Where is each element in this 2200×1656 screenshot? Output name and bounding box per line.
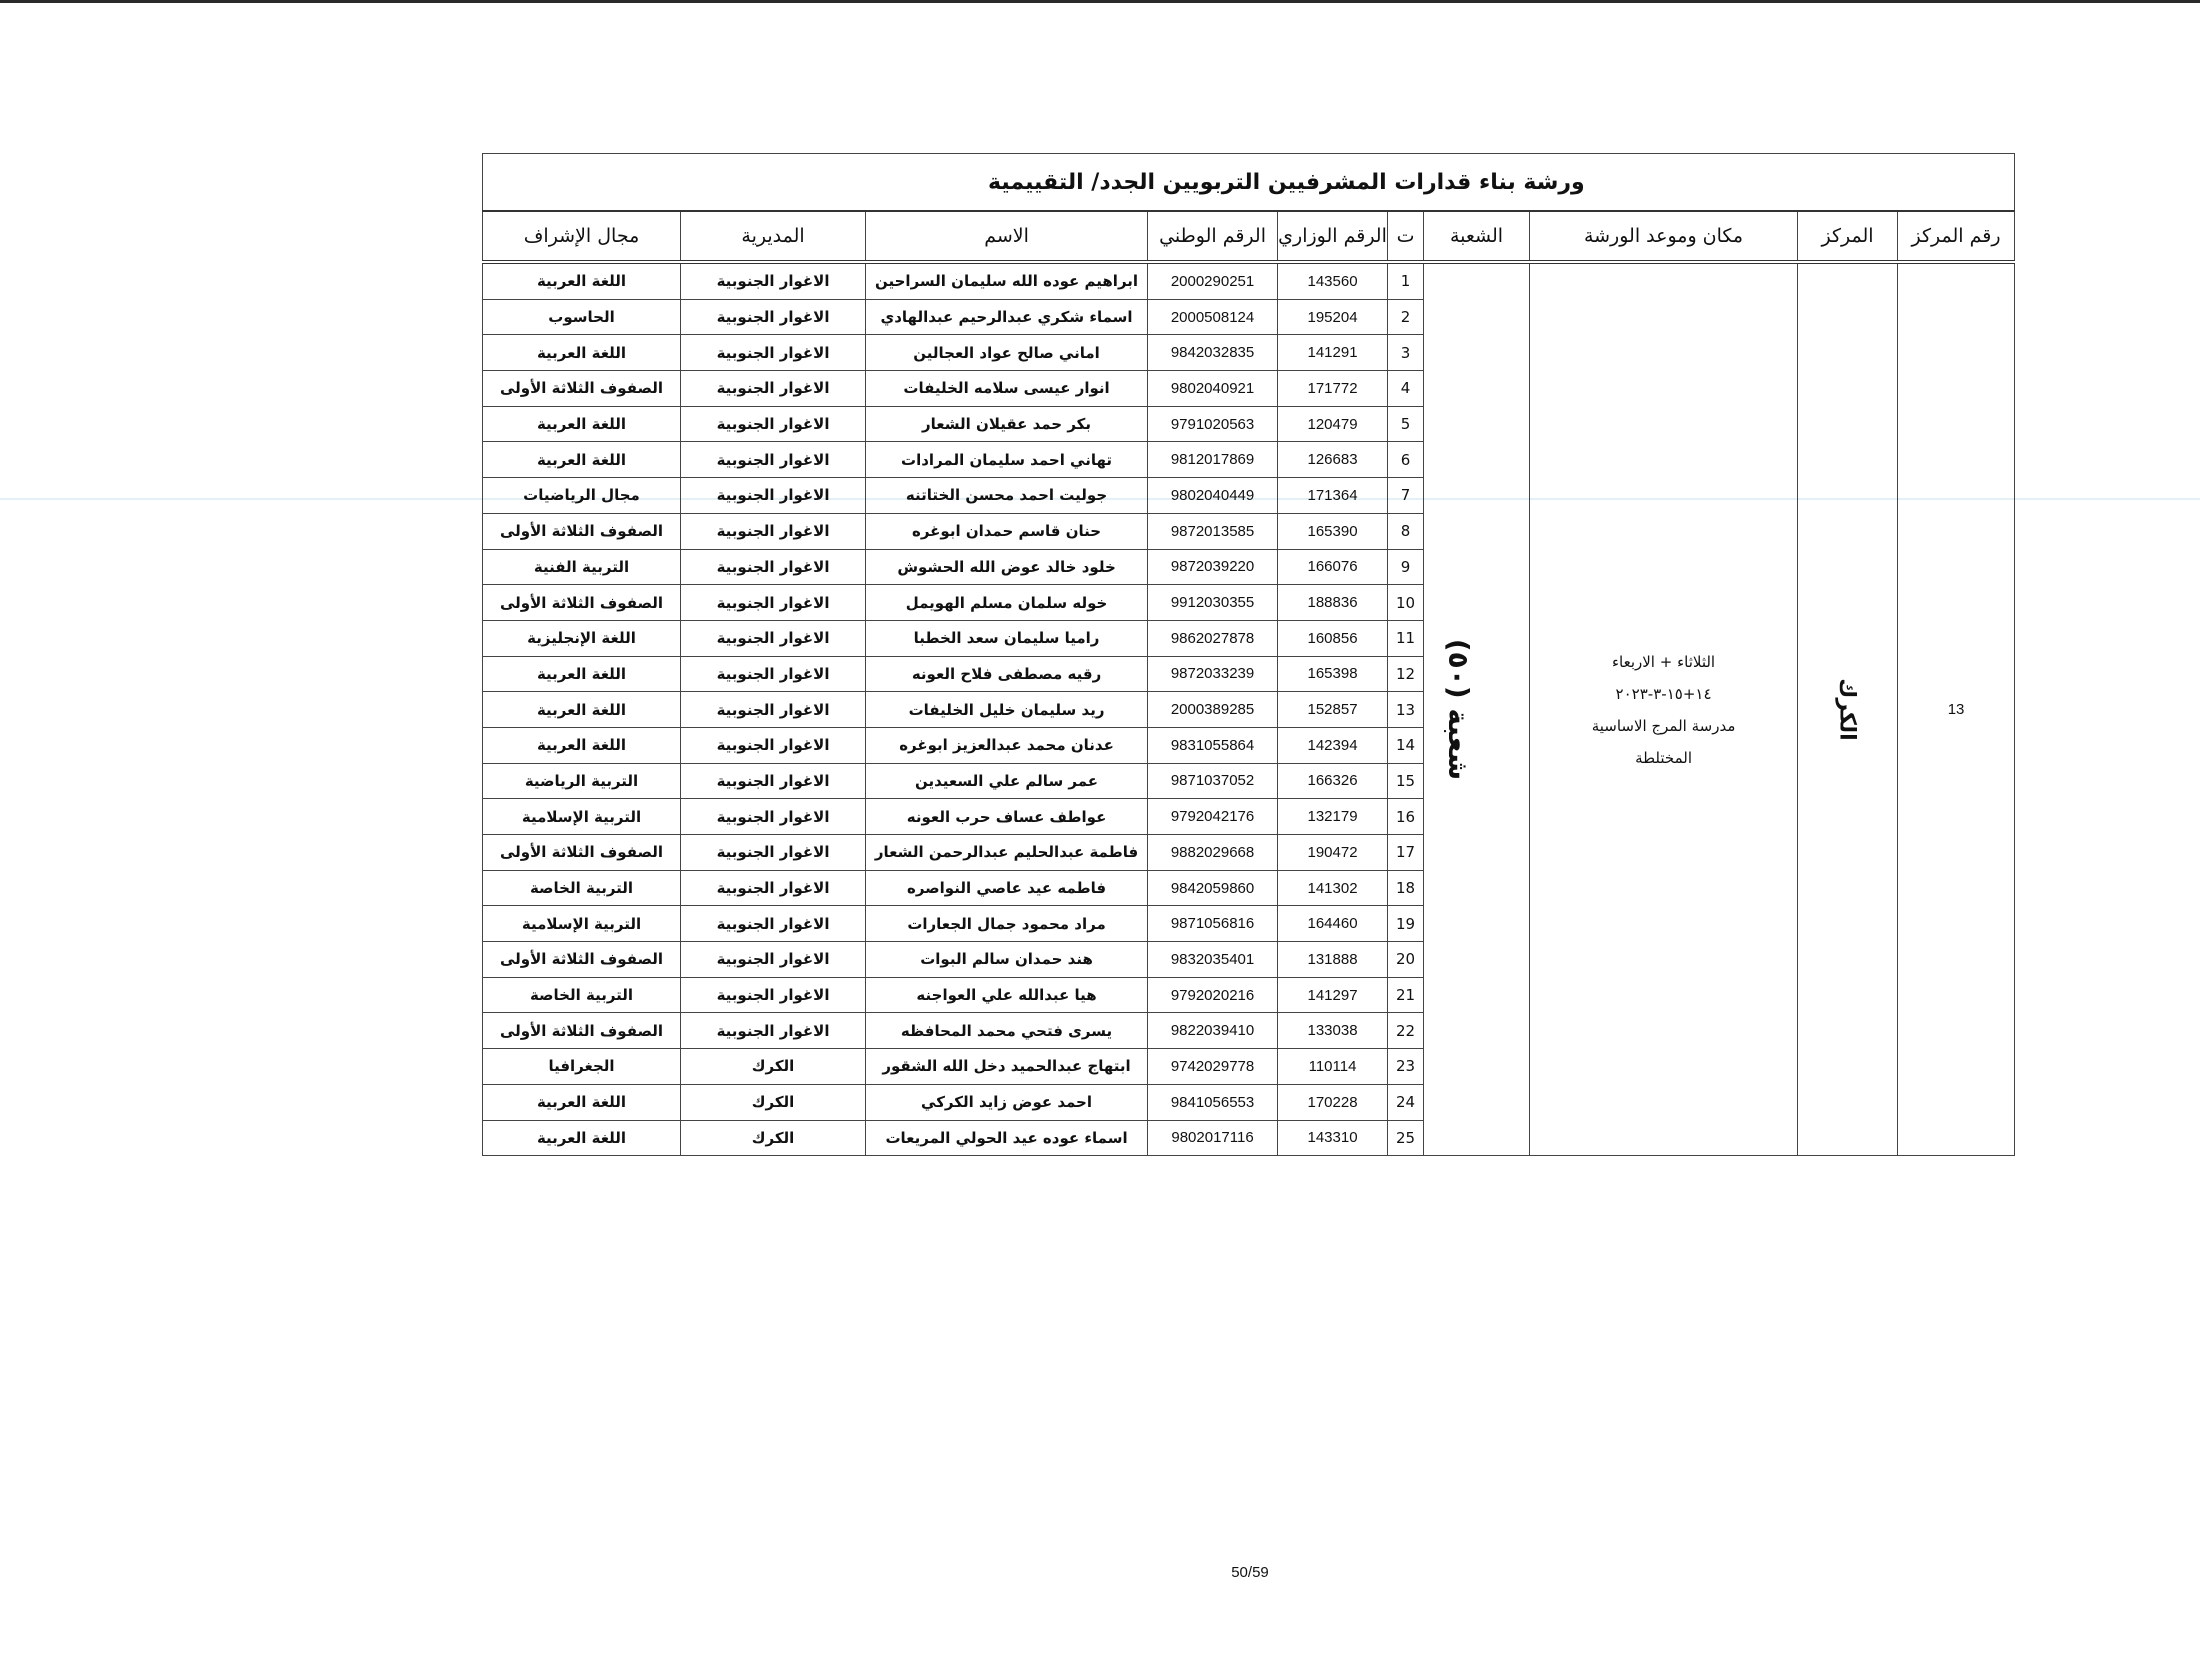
cell-ministry-no: 164460: [1278, 906, 1388, 942]
center-name-vertical: الكرك: [1835, 678, 1861, 741]
cell-ministry-no: 131888: [1278, 942, 1388, 978]
cell-name: احمد عوض زايد الكركي: [866, 1084, 1148, 1120]
header-name: الاسم: [866, 211, 1148, 262]
cell-name: انوار عيسى سلامه الخليفات: [866, 371, 1148, 407]
cell-directorate: الاغوار الجنوبية: [681, 692, 866, 728]
cell-field: اللغة العربية: [483, 335, 681, 371]
cell-national-no: 2000389285: [1148, 692, 1278, 728]
participants-table: [482, 153, 2015, 1156]
cell-name: خوله سلمان مسلم الهويمل: [866, 585, 1148, 621]
cell-national-no: 9841056553: [1148, 1084, 1278, 1120]
cell-name: اسماء شكري عبدالرحيم عبدالهادي: [866, 299, 1148, 335]
cell-national-no: 9791020563: [1148, 406, 1278, 442]
cell-ministry-no: 141291: [1278, 335, 1388, 371]
cell-seq: 13: [1388, 692, 1424, 728]
cell-seq: 2: [1388, 299, 1424, 335]
cell-ministry-no: 133038: [1278, 1013, 1388, 1049]
cell-national-no: 9872033239: [1148, 656, 1278, 692]
workshop-line-4: المختلطة: [1635, 748, 1692, 767]
cell-directorate: الاغوار الجنوبية: [681, 299, 866, 335]
header-center-no: رقم المركز: [1898, 211, 2015, 262]
cell-seq: 11: [1388, 620, 1424, 656]
header-ministry-no: الرقم الوزاري: [1278, 211, 1388, 262]
cell-directorate: الاغوار الجنوبية: [681, 406, 866, 442]
cell-name: اماني صالح عواد العجالين: [866, 335, 1148, 371]
cell-field: التربية الخاصة: [483, 977, 681, 1013]
cell-field: التربية الرياضية: [483, 763, 681, 799]
cell-field: اللغة العربية: [483, 262, 681, 299]
cell-ministry-no: 143560: [1278, 262, 1388, 299]
cell-name: هند حمدان سالم البوات: [866, 942, 1148, 978]
cell-national-no: 9802017116: [1148, 1120, 1278, 1156]
cell-ministry-no: 110114: [1278, 1049, 1388, 1085]
cell-ministry-no: 165398: [1278, 656, 1388, 692]
table-row: [483, 262, 2015, 299]
cell-ministry-no: 141302: [1278, 870, 1388, 906]
cell-name: مراد محمود جمال الجعارات: [866, 906, 1148, 942]
cell-name: هيا عبدالله علي العواجنه: [866, 977, 1148, 1013]
cell-field: الحاسوب: [483, 299, 681, 335]
cell-name: ريد سليمان خليل الخليفات: [866, 692, 1148, 728]
header-directorate: المديرية: [681, 211, 866, 262]
cell-field: الصفوف الثلاثة الأولى: [483, 371, 681, 407]
cell-national-no: 9802040921: [1148, 371, 1278, 407]
cell-ministry-no: 171364: [1278, 478, 1388, 514]
section-vertical: شعبة (٥٠): [1441, 638, 1475, 781]
cell-name: فاطمة عبدالحليم عبدالرحمن الشعار: [866, 835, 1148, 871]
cell-national-no: 9822039410: [1148, 1013, 1278, 1049]
cell-field: التربية الإسلامية: [483, 906, 681, 942]
cell-field: اللغة العربية: [483, 442, 681, 478]
header-center: المركز: [1798, 211, 1898, 262]
workshop-line-1: الثلاثاء + الاربعاء: [1611, 652, 1716, 671]
merged-center-number: 13: [1898, 262, 2015, 1156]
cell-national-no: 9742029778: [1148, 1049, 1278, 1085]
cell-national-no: 9792042176: [1148, 799, 1278, 835]
cell-seq: 25: [1388, 1120, 1424, 1156]
cell-seq: 16: [1388, 799, 1424, 835]
cell-field: اللغة الإنجليزية: [483, 620, 681, 656]
cell-seq: 20: [1388, 942, 1424, 978]
cell-directorate: الاغوار الجنوبية: [681, 727, 866, 763]
cell-field: اللغة العربية: [483, 406, 681, 442]
merged-center-name: [1798, 262, 1898, 1156]
cell-seq: 19: [1388, 906, 1424, 942]
merged-section: [1424, 262, 1530, 1156]
cell-national-no: 9812017869: [1148, 442, 1278, 478]
cell-directorate: الاغوار الجنوبية: [681, 620, 866, 656]
table-title: ورشة بناء قدارات المشرفيين التربويين الجدد/ التقييمية: [483, 154, 2015, 212]
cell-name: ابتهاج عبدالحميد دخل الله الشقور: [866, 1049, 1148, 1085]
cell-ministry-no: 171772: [1278, 371, 1388, 407]
cell-national-no: 9872039220: [1148, 549, 1278, 585]
cell-directorate: الاغوار الجنوبية: [681, 371, 866, 407]
cell-ministry-no: 160856: [1278, 620, 1388, 656]
cell-directorate: الاغوار الجنوبية: [681, 799, 866, 835]
cell-field: الصفوف الثلاثة الأولى: [483, 835, 681, 871]
cell-field: الصفوف الثلاثة الأولى: [483, 513, 681, 549]
cell-name: عواطف عساف حرب العونه: [866, 799, 1148, 835]
cell-seq: 21: [1388, 977, 1424, 1013]
cell-field: التربية الإسلامية: [483, 799, 681, 835]
cell-name: تهاني احمد سليمان المرادات: [866, 442, 1148, 478]
header-section: الشعبة: [1424, 211, 1530, 262]
cell-field: الجغرافيا: [483, 1049, 681, 1085]
workshop-line-3: مدرسة المرج الاساسية: [1591, 716, 1736, 735]
cell-seq: 5: [1388, 406, 1424, 442]
cell-directorate: الكرك: [681, 1120, 866, 1156]
cell-name: جوليت احمد محسن الختاتنه: [866, 478, 1148, 514]
cell-field: الصفوف الثلاثة الأولى: [483, 942, 681, 978]
cell-field: اللغة العربية: [483, 656, 681, 692]
scan-top-edge: [0, 0, 2200, 3]
cell-field: اللغة العربية: [483, 1120, 681, 1156]
cell-name: اسماء عوده عيد الحولي المريعات: [866, 1120, 1148, 1156]
cell-ministry-no: 132179: [1278, 799, 1388, 835]
cell-ministry-no: 170228: [1278, 1084, 1388, 1120]
header-workshop: مكان وموعد الورشة: [1530, 211, 1798, 262]
cell-directorate: الاغوار الجنوبية: [681, 763, 866, 799]
cell-seq: 15: [1388, 763, 1424, 799]
cell-seq: 22: [1388, 1013, 1424, 1049]
cell-seq: 14: [1388, 727, 1424, 763]
merged-workshop-info: [1530, 262, 1798, 1156]
cell-national-no: 2000508124: [1148, 299, 1278, 335]
cell-directorate: الاغوار الجنوبية: [681, 942, 866, 978]
cell-ministry-no: 120479: [1278, 406, 1388, 442]
page-number: 50/59: [1231, 1564, 1269, 1581]
cell-name: رقيه مصطفى فلاح العونه: [866, 656, 1148, 692]
cell-national-no: 2000290251: [1148, 262, 1278, 299]
cell-field: اللغة العربية: [483, 1084, 681, 1120]
cell-national-no: 9872013585: [1148, 513, 1278, 549]
cell-ministry-no: 190472: [1278, 835, 1388, 871]
cell-directorate: الاغوار الجنوبية: [681, 835, 866, 871]
cell-field: الصفوف الثلاثة الأولى: [483, 585, 681, 621]
cell-directorate: الاغوار الجنوبية: [681, 906, 866, 942]
cell-ministry-no: 126683: [1278, 442, 1388, 478]
cell-directorate: الاغوار الجنوبية: [681, 977, 866, 1013]
cell-directorate: الاغوار الجنوبية: [681, 478, 866, 514]
cell-name: بكر حمد عقيلان الشعار: [866, 406, 1148, 442]
cell-directorate: الاغوار الجنوبية: [681, 870, 866, 906]
cell-name: فاطمه عيد عاصي النواصره: [866, 870, 1148, 906]
header-national-no: الرقم الوطني: [1148, 211, 1278, 262]
cell-directorate: الاغوار الجنوبية: [681, 1013, 866, 1049]
cell-seq: 4: [1388, 371, 1424, 407]
cell-ministry-no: 141297: [1278, 977, 1388, 1013]
cell-national-no: 9832035401: [1148, 942, 1278, 978]
cell-national-no: 9792020216: [1148, 977, 1278, 1013]
cell-seq: 8: [1388, 513, 1424, 549]
cell-national-no: 9871037052: [1148, 763, 1278, 799]
cell-field: الصفوف الثلاثة الأولى: [483, 1013, 681, 1049]
cell-seq: 10: [1388, 585, 1424, 621]
cell-name: عدنان محمد عبدالعزيز ابوغره: [866, 727, 1148, 763]
cell-seq: 17: [1388, 835, 1424, 871]
cell-seq: 9: [1388, 549, 1424, 585]
cell-ministry-no: 166326: [1278, 763, 1388, 799]
cell-directorate: الاغوار الجنوبية: [681, 585, 866, 621]
cell-name: خلود خالد عوض الله الحشوش: [866, 549, 1148, 585]
cell-national-no: 9862027878: [1148, 620, 1278, 656]
cell-ministry-no: 195204: [1278, 299, 1388, 335]
cell-ministry-no: 188836: [1278, 585, 1388, 621]
cell-seq: 23: [1388, 1049, 1424, 1085]
cell-directorate: الاغوار الجنوبية: [681, 549, 866, 585]
cell-seq: 1: [1388, 262, 1424, 299]
cell-name: عمر سالم علي السعيدين: [866, 763, 1148, 799]
cell-directorate: الاغوار الجنوبية: [681, 335, 866, 371]
cell-directorate: الاغوار الجنوبية: [681, 262, 866, 299]
cell-name: راميا سليمان سعد الخطبا: [866, 620, 1148, 656]
cell-field: اللغة العربية: [483, 692, 681, 728]
cell-directorate: الاغوار الجنوبية: [681, 442, 866, 478]
cell-seq: 7: [1388, 478, 1424, 514]
cell-seq: 24: [1388, 1084, 1424, 1120]
cell-national-no: 9912030355: [1148, 585, 1278, 621]
cell-field: مجال الرياضيات: [483, 478, 681, 514]
cell-field: اللغة العربية: [483, 727, 681, 763]
cell-ministry-no: 166076: [1278, 549, 1388, 585]
cell-national-no: 9842032835: [1148, 335, 1278, 371]
cell-name: ابراهيم عوده الله سليمان السراحين: [866, 262, 1148, 299]
cell-ministry-no: 143310: [1278, 1120, 1388, 1156]
cell-seq: 6: [1388, 442, 1424, 478]
workshop-line-2: ١٤+١٥-٣-٢٠٢٣: [1615, 684, 1712, 703]
cell-field: التربية الخاصة: [483, 870, 681, 906]
cell-national-no: 9802040449: [1148, 478, 1278, 514]
cell-ministry-no: 142394: [1278, 727, 1388, 763]
cell-seq: 3: [1388, 335, 1424, 371]
cell-directorate: الاغوار الجنوبية: [681, 656, 866, 692]
header-seq: ت: [1388, 211, 1424, 262]
cell-directorate: الاغوار الجنوبية: [681, 513, 866, 549]
cell-national-no: 9831055864: [1148, 727, 1278, 763]
cell-ministry-no: 165390: [1278, 513, 1388, 549]
header-row: [483, 211, 2015, 262]
cell-national-no: 9871056816: [1148, 906, 1278, 942]
header-field: مجال الإشراف: [483, 211, 681, 262]
cell-name: يسرى فتحي محمد المحافظه: [866, 1013, 1148, 1049]
cell-national-no: 9882029668: [1148, 835, 1278, 871]
cell-field: التربية الفنية: [483, 549, 681, 585]
cell-seq: 12: [1388, 656, 1424, 692]
cell-directorate: الكرك: [681, 1049, 866, 1085]
cell-national-no: 9842059860: [1148, 870, 1278, 906]
cell-seq: 18: [1388, 870, 1424, 906]
cell-name: حنان قاسم حمدان ابوغره: [866, 513, 1148, 549]
cell-directorate: الكرك: [681, 1084, 866, 1120]
cell-ministry-no: 152857: [1278, 692, 1388, 728]
